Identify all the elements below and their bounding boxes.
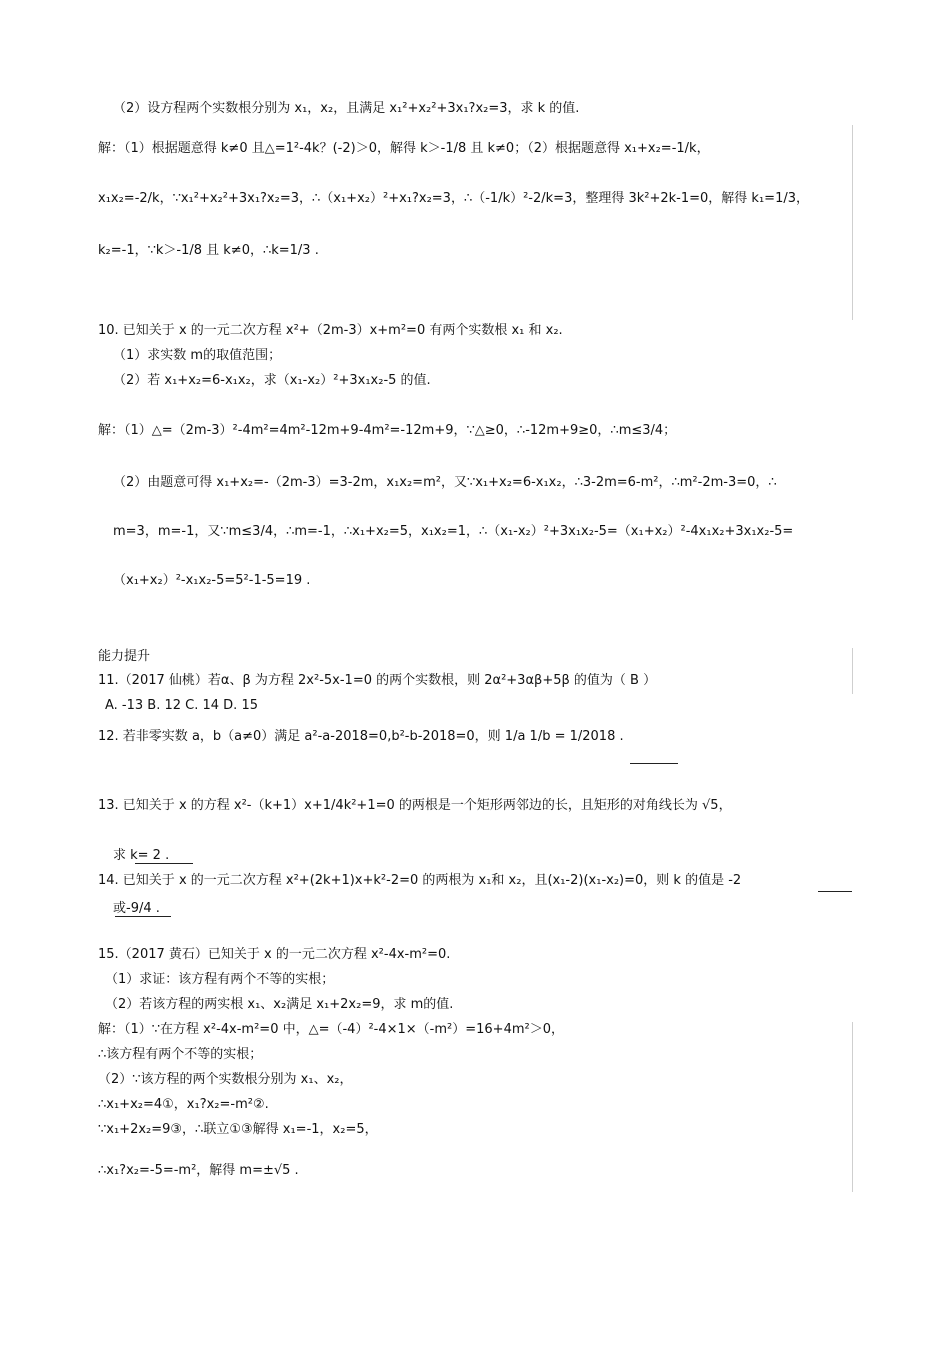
margin-rule — [852, 1022, 853, 1192]
problem-11-statement: 11.（2017 仙桃）若α、β 为方程 2x²-5x-1=0 的两个实数根，则 2α²+3αβ+5β 的值为（ B ） — [98, 673, 657, 688]
problem-12-statement: 12. 若非零实数 a，b（a≠0）满足 a²-a-2018=0,b²-b-2018=0，则 1/a 1/b = 1/2018 . — [98, 729, 624, 744]
problem-14-answer: 或-9/4 . — [113, 901, 160, 916]
problem-10-solution-line: 解：（1）△=（2m-3）²-4m²=4m²-12m+9-4m²=-12m+9，∵△≥0，∴-12m+9≥0，∴m≤3/4； — [98, 423, 677, 438]
answer-underline — [818, 891, 852, 892]
margin-rule — [852, 125, 853, 320]
section-heading: 能力提升 — [98, 649, 151, 664]
problem-15-part-1: （1）求证：该方程有两个不等的实根； — [105, 972, 335, 987]
problem-15-solution-line: ∵x₁+2x₂=9③，∴联立①③解得 x₁=-1，x₂=5， — [98, 1122, 378, 1137]
problem-13-statement: 13. 已知关于 x 的方程 x²-（k+1）x+1/4k²+1=0 的两根是一个矩形两邻边的长，且矩形的对角线长为 √5， — [98, 798, 732, 813]
problem-10-part-2: （2）若 x₁+x₂=6-x₁x₂，求（x₁-x₂）²+3x₁x₂-5 的值. — [113, 373, 431, 388]
margin-rule — [852, 648, 853, 694]
problem-13-answer: 求 k= 2 . — [113, 848, 170, 863]
problem-9-solution-line: 解：（1）根据题意得 k≠0 且△=1²-4k？(-2)＞0，解得 k＞-1/8 且 k≠0；（2）根据题意得 x₁+x₂=-1/k， — [98, 141, 710, 156]
problem-15-solution-line: （2）∵该方程的两个实数根分别为 x₁、x₂， — [98, 1072, 353, 1087]
problem-10-solution-line: m=3，m=-1，又∵m≤3/4，∴m=-1，∴x₁+x₂=5，x₁x₂=1，∴（x₁-x₂）²+3x₁x₂-5=（x₁+x₂）²-4x₁x₂+3x₁x₂-5= — [113, 524, 794, 539]
problem-15-solution-line: ∴该方程有两个不等的实根； — [98, 1047, 263, 1062]
answer-underline — [630, 763, 678, 764]
problem-15-part-2: （2）若该方程的两实根 x₁、x₂满足 x₁+2x₂=9，求 m的值. — [105, 997, 454, 1012]
problem-15-statement: 15.（2017 黄石）已知关于 x 的一元二次方程 x²-4x-m²=0. — [98, 947, 451, 962]
problem-15-solution-line: ∴x₁+x₂=4①，x₁?x₂=-m²②. — [98, 1097, 269, 1112]
problem-15-solution-line: 解：（1）∵在方程 x²-4x-m²=0 中，△=（-4）²-4×1×（-m²）=16+4m²＞0， — [98, 1022, 564, 1037]
problem-10-statement: 10. 已知关于 x 的一元二次方程 x²+（2m-3）x+m²=0 有两个实数根 x₁ 和 x₂. — [98, 323, 563, 338]
problem-10-solution-line: （x₁+x₂）²-x₁x₂-5=5²-1-5=19 . — [113, 573, 311, 588]
problem-10-part-1: （1）求实数 m的取值范围； — [113, 348, 282, 363]
problem-11-options: A. -13 B. 12 C. 14 D. 15 — [105, 698, 258, 713]
problem-10-solution-line: （2）由题意可得 x₁+x₂=-（2m-3）=3-2m，x₁x₂=m²，又∵x₁+x₂=6-x₁x₂，∴3-2m=6-m²，∴m²-2m-3=0，∴ — [113, 475, 777, 490]
problem-15-solution-line: ∴x₁?x₂=-5=-m²，解得 m=±√5 . — [98, 1163, 299, 1178]
problem-9-solution-line: k₂=-1，∵k＞-1/8 且 k≠0，∴k=1/3 . — [98, 243, 319, 258]
problem-9-solution-line: x₁x₂=-2/k，∵x₁²+x₂²+3x₁?x₂=3，∴（x₁+x₂）²+x₁?x₂=3，∴（-1/k）²-2/k=3，整理得 3k²+2k-1=0，解得 k₁=1/3， — [98, 191, 809, 206]
problem-9-part-2: （2）设方程两个实数根分别为 x₁，x₂，且满足 x₁²+x₂²+3x₁?x₂=3，求 k 的值. — [113, 101, 580, 116]
problem-14-statement: 14. 已知关于 x 的一元二次方程 x²+(2k+1)x+k²-2=0 的两根为 x₁和 x₂，且(x₁-2)(x₁-x₂)=0，则 k 的值是 -2 — [98, 873, 742, 888]
